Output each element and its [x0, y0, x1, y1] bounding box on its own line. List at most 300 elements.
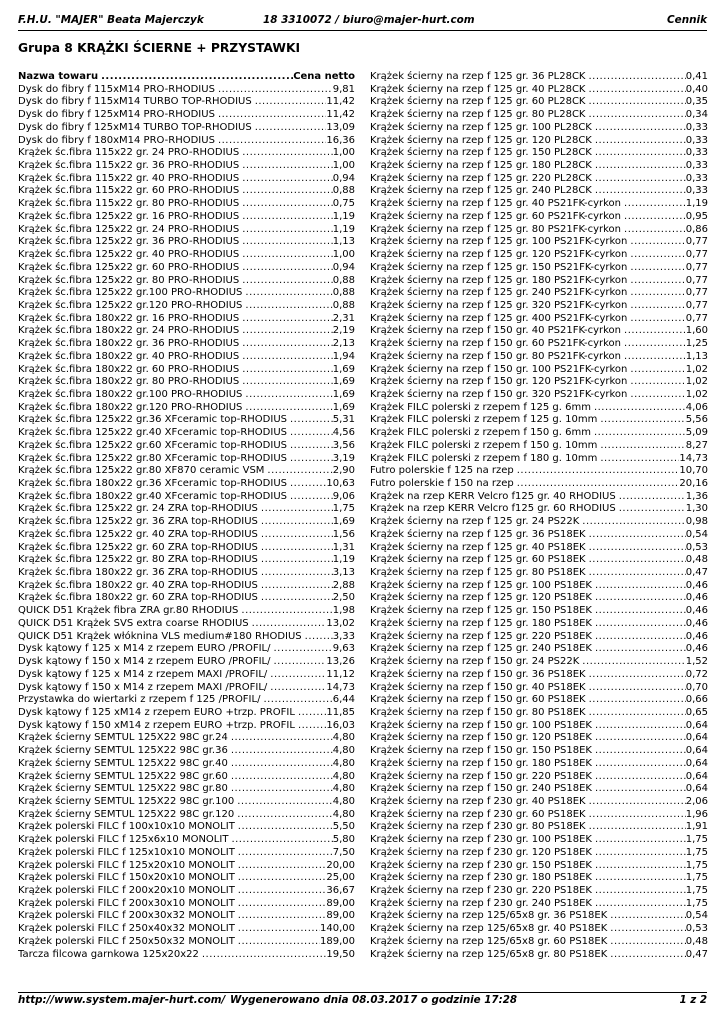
product-name: Krążek ścierny na rzep f 125 gr. 40 PL28CK: [370, 83, 586, 95]
product-name: Krążek śc.fibra 180x22 gr. 24 PRO-RHODIUS: [18, 325, 240, 337]
product-name: Krążek ścierny na rzep f 150 gr. 320 PS21FK-cyrkon: [370, 388, 628, 400]
price-row: [18, 745, 355, 758]
price-row: [18, 669, 355, 682]
price-row: [370, 262, 708, 275]
leader-dots: [592, 783, 686, 796]
leader-dots: [586, 809, 686, 822]
product-name: Krążek śc.fibra 125x22 gr. 24 ZRA top-RHODIUS: [18, 503, 258, 515]
price-row: [18, 313, 355, 326]
price-row: [370, 84, 708, 97]
product-price: 0,33: [685, 160, 708, 172]
product-name: Krążek FILC polerski z rzepem f 150 g. 6mm: [370, 427, 591, 439]
leader-dots: [234, 796, 333, 809]
price-row: [18, 262, 355, 275]
leader-dots: [264, 465, 332, 478]
product-name: Krążek śc.fibra 180x22 gr. 60 ZRA top-RHODIUS: [18, 592, 258, 604]
product-name: Krążek śc.fibra 125x22 gr. 36 ZRA top-RHODIUS: [18, 516, 258, 528]
leader-dots: [592, 860, 686, 873]
leader-dots: [627, 262, 685, 275]
price-row: [370, 287, 708, 300]
product-name: Krążek śc.fibra 125x22 gr. 40 ZRA top-RHODIUS: [18, 528, 258, 540]
price-row: [18, 694, 355, 707]
leader-dots: [621, 211, 686, 224]
price-row: [18, 135, 355, 148]
product-name: Futro polerskie f 125 na rzep: [370, 465, 514, 477]
product-price: 2,50: [332, 592, 355, 604]
product-price: 9,63: [332, 643, 355, 655]
leader-dots: [258, 554, 333, 567]
price-row: [370, 821, 708, 834]
leader-dots: [228, 745, 333, 758]
product-price: 1,69: [332, 363, 355, 375]
price-row: [370, 135, 708, 148]
leader-dots: [627, 300, 685, 313]
product-price: 89,00: [326, 910, 355, 922]
price-row: [370, 427, 708, 440]
price-row: [18, 491, 355, 504]
product-name: Krążek ścierny na rzep f 125 gr. 100 PS18EK: [370, 579, 592, 591]
product-price: 1,13: [332, 236, 355, 248]
product-price: 14,73: [679, 452, 708, 464]
leader-dots: [287, 478, 326, 491]
product-price: 0,46: [685, 630, 708, 642]
price-row: [370, 580, 708, 593]
product-price: 0,95: [685, 210, 708, 222]
price-row: [18, 300, 355, 313]
product-price: 0,41: [685, 71, 708, 82]
product-price: 0,34: [685, 109, 708, 121]
price-row: [18, 503, 355, 516]
product-price: 5,80: [332, 834, 355, 846]
product-name: Krążek śc.fibra 125x22 gr.100 PRO-RHODIUS: [18, 287, 243, 299]
leader-dots: [586, 71, 686, 84]
product-price: 0,54: [685, 910, 708, 922]
header-divider: [18, 30, 707, 31]
leader-dots: [239, 185, 333, 198]
product-price: 0,47: [685, 948, 708, 960]
product-name: Krążek śc.fibra 115x22 gr. 40 PRO-RHODIUS: [18, 172, 240, 184]
leader-dots: [228, 783, 333, 796]
product-price: 20,16: [679, 478, 708, 489]
product-price: 1,00: [332, 249, 355, 261]
price-row: [370, 669, 708, 682]
product-price: 1,75: [332, 503, 355, 515]
footer-url: http://www.system.majer-hurt.com/: [18, 994, 226, 1006]
product-price: 1,96: [685, 808, 708, 820]
price-row: [370, 847, 708, 860]
product-name: Krążek ścierny na rzep f 125 gr. 36 PS18EK: [370, 528, 586, 540]
product-price: 14,73: [326, 681, 355, 693]
product-price: 0,48: [685, 554, 708, 566]
leader-dots: [239, 364, 333, 377]
product-price: 1,36: [685, 490, 708, 502]
product-price: 0,46: [685, 605, 708, 617]
price-row: [370, 147, 708, 160]
price-row: [18, 554, 355, 567]
product-price: 0,64: [685, 770, 708, 782]
price-row: [18, 84, 355, 97]
product-price: 0,86: [685, 223, 708, 235]
price-row: [370, 771, 708, 784]
product-price: 0,75: [332, 198, 355, 210]
product-price: 7,50: [332, 846, 355, 858]
leader-dots: [592, 771, 686, 784]
product-name: Krążek ścierny na rzep f 150 gr. 240 PS18EK: [370, 783, 592, 795]
product-name: Krążek ścierny na rzep f 150 gr. 120 PS21FK-cyrkon: [370, 376, 628, 388]
product-price: 4,80: [332, 770, 355, 782]
product-name: Krążek śc.fibra 125x22 gr. 80 ZRA top-RHODIUS: [18, 554, 258, 566]
product-price: 1,60: [685, 325, 708, 337]
product-price: 1,30: [685, 503, 708, 515]
leader-dots: [586, 554, 686, 567]
product-name: Krążek śc.fibra 125x22 gr.40 XFceramic top-RHODIUS: [18, 427, 287, 439]
product-name: Krążek ścierny na rzep f 125 gr. 80 PS18EK: [370, 567, 586, 579]
product-name: Krążek polerski FILC f 100x10x10 MONOLIT: [18, 821, 235, 833]
leader-dots: [267, 669, 326, 682]
leader-dots: [514, 478, 680, 491]
price-row: [370, 275, 708, 288]
product-name: Krążek ścierny na rzep f 125 gr. 60 PS21FK-cyrkon: [370, 210, 622, 222]
leader-dots: [239, 173, 333, 186]
leader-dots: [586, 567, 686, 580]
product-name: Dysk do fibry f 115xM14 PRO-RHODIUS: [18, 83, 215, 95]
price-row: [370, 491, 708, 504]
price-row: [18, 96, 355, 109]
price-row: [370, 249, 708, 262]
product-name: Krążek ścierny na rzep f 125 gr. 120 PS21FK-cyrkon: [370, 249, 628, 261]
leader-dots: [592, 720, 686, 733]
product-name: Krążek ścierny na rzep f 125 gr. 40 PS21FK-cyrkon: [370, 198, 622, 210]
product-name: Krążek ścierny na rzep f 150 gr. 100 PS18EK: [370, 719, 592, 731]
product-name: Krążek ścierny na rzep f 150 gr. 60 PS18EK: [370, 694, 586, 706]
product-price: 0,35: [685, 96, 708, 108]
price-row: [370, 923, 708, 936]
leader-dots: [260, 694, 332, 707]
price-row: [370, 656, 708, 669]
price-row: [370, 643, 708, 656]
product-name: Krążek ścierny SEMTUL 125X22 98C gr.36: [18, 745, 228, 757]
product-price: 0,70: [685, 681, 708, 693]
product-name: Krążek śc.fibra 125x22 gr. 40 PRO-RHODIUS: [18, 249, 240, 261]
product-price: 5,56: [685, 414, 708, 426]
leader-dots: [239, 249, 333, 262]
leader-dots: [592, 745, 686, 758]
price-row: [18, 821, 355, 834]
product-price: 0,64: [685, 719, 708, 731]
product-name: Krążek śc.fibra 125x22 gr.60 XFceramic top-RHODIUS: [18, 439, 287, 451]
product-name: Krążek ścierny na rzep f 125 gr. 150 PS18EK: [370, 605, 592, 617]
product-name: Krążek FILC polerski z rzepem f 125 g. 6mm: [370, 401, 591, 413]
product-name: Krążek ścierny na rzep f 125 gr. 100 PS21FK-cyrkon: [370, 236, 628, 248]
product-name: Krążek ścierny SEMTUL 125X22 98C gr.24: [18, 732, 228, 744]
leader-dots: [252, 96, 327, 109]
price-row: [370, 211, 708, 224]
leader-dots: [586, 542, 686, 555]
product-name: Przystawka do wiertarki z rzepem f 125 /PROFIL/: [18, 694, 261, 706]
product-name: Krążek śc.fibra 180x22 gr.36 XFceramic top-RHODIUS: [18, 478, 287, 489]
leader-dots: [238, 605, 332, 618]
leader-dots: [607, 949, 685, 962]
leader-dots: [621, 325, 686, 338]
product-name: Krążek ścierny na rzep f 125 gr. 240 PL28CK: [370, 185, 592, 197]
price-row: [370, 351, 708, 364]
product-price: 0,53: [685, 923, 708, 935]
product-price: 0,66: [685, 694, 708, 706]
price-row: [18, 936, 355, 949]
price-row: [370, 809, 708, 822]
product-name: Krążek polerski FILC f 200x30x32 MONOLIT: [18, 910, 235, 922]
leader-dots: [215, 109, 326, 122]
product-name: Krążek ścierny na rzep f 230 gr. 180 PS18EK: [370, 872, 592, 884]
product-name: Krążek śc.fibra 125x22 gr. 80 PRO-RHODIUS: [18, 274, 240, 286]
product-price: 1,19: [332, 223, 355, 235]
leader-dots: [621, 351, 686, 364]
product-name: Krążek ścierny na rzep 125/65x8 gr. 40 PS18EK: [370, 923, 608, 935]
leader-dots: [235, 936, 320, 949]
product-price: 1,75: [685, 834, 708, 846]
price-row: [370, 885, 708, 898]
product-price: 11,85: [326, 706, 355, 718]
product-name: Krążek śc.fibra 115x22 gr. 60 PRO-RHODIUS: [18, 185, 240, 197]
leader-dots: [287, 440, 333, 453]
product-price: 0,46: [685, 592, 708, 604]
leader-dots: [239, 262, 333, 275]
column-header-price: Cena netto: [293, 71, 355, 82]
leader-dots: [592, 872, 686, 885]
leader-dots: [228, 834, 332, 847]
leader-dots: [597, 453, 679, 466]
leader-dots: [586, 682, 686, 695]
product-name: Krążek śc.fibra 180x22 gr. 40 ZRA top-RHODIUS: [18, 579, 258, 591]
product-price: 10,70: [679, 465, 708, 477]
price-row: [18, 567, 355, 580]
leader-dots: [270, 656, 326, 669]
product-price: 9,06: [332, 490, 355, 502]
price-row: [18, 656, 355, 669]
price-row: [370, 707, 708, 720]
price-row: [370, 898, 708, 911]
product-price: 0,72: [685, 668, 708, 680]
product-price: 1,00: [332, 147, 355, 159]
product-price: 0,77: [685, 312, 708, 324]
price-row: [370, 376, 708, 389]
product-price: 1,94: [332, 350, 355, 362]
product-name: Krążek ścierny na rzep f 150 gr. 24 PS22K: [370, 656, 580, 668]
leader-dots: [239, 198, 333, 211]
leader-dots: [235, 885, 327, 898]
leader-dots: [228, 758, 333, 771]
product-name: Krążek ścierny na rzep f 125 gr. 150 PS21FK-cyrkon: [370, 261, 628, 273]
product-price: 4,80: [332, 795, 355, 807]
product-price: 2,88: [332, 579, 355, 591]
leader-dots: [586, 84, 686, 97]
leader-dots: [586, 796, 686, 809]
leader-dots: [239, 313, 333, 326]
price-row: [370, 745, 708, 758]
product-name: Krążek ścierny na rzep f 150 gr. 150 PS18EK: [370, 745, 592, 757]
price-row: [370, 872, 708, 885]
product-price: 1,69: [332, 388, 355, 400]
leader-dots: [591, 402, 686, 415]
product-price: 140,00: [320, 923, 355, 935]
product-name: Dysk kątowy f 125 x M14 z rzepem EURO /PROFIL/: [18, 643, 271, 655]
product-price: 1,02: [685, 363, 708, 375]
leader-dots: [258, 542, 333, 555]
page-number: 1 z 2: [679, 994, 707, 1006]
product-name: Krążek FILC polerski z rzepem f 150 g. 10mm: [370, 439, 598, 451]
product-price: 9,81: [332, 83, 355, 95]
product-price: 16,36: [326, 134, 355, 146]
product-name: Krążek FILC polerski z rzepem f 125 g. 10mm: [370, 414, 598, 426]
product-price: 189,00: [320, 935, 355, 947]
leader-dots: [592, 618, 686, 631]
product-name: Krążek ścierny na rzep 125/65x8 gr. 80 PS18EK: [370, 948, 608, 960]
leader-dots: [627, 376, 685, 389]
price-row: [18, 809, 355, 822]
leader-dots: [627, 287, 685, 300]
product-name: Krążek polerski FILC f 200x20x10 MONOLIT: [18, 885, 235, 896]
price-row: [18, 389, 355, 402]
product-price: 1,52: [685, 656, 708, 668]
price-row: [18, 720, 355, 733]
product-price: 0,88: [332, 185, 355, 197]
price-row: [18, 109, 355, 122]
product-price: 0,64: [685, 783, 708, 795]
leader-dots: [302, 631, 333, 644]
product-name: Krążek śc.fibra 180x22 gr. 40 PRO-RHODIUS: [18, 350, 240, 362]
price-row: [370, 542, 708, 555]
product-price: 5,50: [332, 821, 355, 833]
product-name: Krążek ścierny na rzep f 125 gr. 24 PS22K: [370, 516, 580, 528]
product-name: Krążek ścierny na rzep f 125 gr. 36 PL28CK: [370, 71, 586, 82]
leader-dots: [242, 287, 332, 300]
product-name: Krążek ścierny na rzep f 125 gr. 220 PL28CK: [370, 172, 592, 184]
price-row: [18, 440, 355, 453]
product-price: 16,03: [326, 719, 355, 731]
leader-dots: [607, 923, 685, 936]
product-price: 0,33: [685, 172, 708, 184]
footer-divider: [18, 992, 707, 993]
leader-dots: [592, 580, 686, 593]
price-row: [18, 287, 355, 300]
price-row: [370, 860, 708, 873]
price-row: [370, 783, 708, 796]
product-name: Krążek ścierny na rzep f 150 gr. 40 PS21FK-cyrkon: [370, 325, 622, 337]
price-row: [18, 860, 355, 873]
company-name: F.H.U. "MAJER" Beata Majerczyk: [18, 14, 204, 26]
generated-timestamp: Wygenerowano dnia 08.03.2017 o godzinie 17:28: [230, 994, 518, 1006]
price-row: [370, 694, 708, 707]
group-title: Grupa 8 KRĄŻKI ŚCIERNE + PRZYSTAWKI: [18, 41, 301, 55]
price-row: [18, 249, 355, 262]
leader-dots: [621, 198, 686, 211]
product-price: 19,50: [326, 948, 355, 960]
product-name: Krążek śc.fibra 125x22 gr.80 XF870 ceramic VSM: [18, 465, 265, 477]
price-row: [18, 618, 355, 631]
product-name: Krążek ścierny na rzep f 125 gr. 120 PS18EK: [370, 592, 592, 604]
leader-dots: [252, 122, 327, 135]
product-price: 2,31: [332, 312, 355, 324]
product-price: 0,94: [332, 172, 355, 184]
product-price: 0,88: [332, 299, 355, 311]
price-row: [370, 567, 708, 580]
price-row: [370, 478, 708, 491]
price-row: [18, 707, 355, 720]
product-name: Krążek śc.fibra 125x22 gr.80 XFceramic top-RHODIUS: [18, 452, 287, 464]
product-price: 0,77: [685, 299, 708, 311]
product-name: Dysk do fibry f 115xM14 TURBO TOP-RHODIUS: [18, 96, 252, 108]
product-name: Krążek FILC polerski z rzepem f 180 g. 10mm: [370, 452, 598, 464]
product-name: Krążek ścierny na rzep f 230 gr. 240 PS18EK: [370, 897, 592, 909]
leader-dots: [199, 949, 326, 962]
product-price: 0,77: [685, 236, 708, 248]
product-name: Krążek ścierny na rzep f 125 gr. 180 PL28CK: [370, 160, 592, 172]
product-price: 2,13: [332, 338, 355, 350]
product-name: Krążek śc.fibra 125x22 gr. 24 PRO-RHODIUS: [18, 223, 240, 235]
product-name: Krążek polerski FILC f 250x40x32 MONOLIT: [18, 923, 235, 935]
product-name: Dysk do fibry f 125xM14 PRO-RHODIUS: [18, 109, 215, 121]
price-row: [370, 414, 708, 427]
price-row: [370, 631, 708, 644]
leader-dots: [592, 122, 686, 135]
leader-dots: [295, 707, 326, 720]
leader-dots: [239, 351, 333, 364]
leader-dots: [592, 885, 686, 898]
product-price: 6,44: [332, 694, 355, 706]
leader-dots: [235, 860, 327, 873]
product-name: Krążek śc.fibra 180x22 gr. 36 ZRA top-RHODIUS: [18, 567, 258, 579]
product-price: 0,94: [332, 261, 355, 273]
product-price: 1,00: [332, 160, 355, 172]
price-row: [18, 682, 355, 695]
price-row: [18, 898, 355, 911]
product-name: Krążek śc.fibra 180x22 gr.100 PRO-RHODIUS: [18, 388, 243, 400]
price-row: [18, 198, 355, 211]
product-price: 4,80: [332, 757, 355, 769]
price-row: [18, 402, 355, 415]
product-name: Dysk kątowy f 150 x M14 z rzepem EURO /PROFIL/: [18, 656, 271, 668]
price-row: [18, 592, 355, 605]
product-name: Dysk kątowy f 125 xM14 z rzepem EURO +trzp. PROFIL: [18, 706, 295, 718]
product-price: 0,33: [685, 134, 708, 146]
leader-dots: [592, 732, 686, 745]
product-name: Krążek śc.fibra 115x22 gr. 80 PRO-RHODIUS: [18, 198, 240, 210]
product-price: 0,88: [332, 287, 355, 299]
product-price: 13,09: [326, 121, 355, 133]
price-row: [18, 325, 355, 338]
product-name: Krążek śc.fibra 125x22 gr. 60 ZRA top-RHODIUS: [18, 541, 258, 553]
leader-dots: [592, 185, 686, 198]
price-row: [370, 402, 708, 415]
product-price: 1,98: [332, 605, 355, 617]
product-price: 1,69: [332, 376, 355, 388]
leader-dots: [287, 414, 333, 427]
price-row: [18, 923, 355, 936]
leader-dots: [239, 236, 333, 249]
price-row: [18, 338, 355, 351]
product-name: Krążek śc.fibra 180x22 gr. 36 PRO-RHODIUS: [18, 338, 240, 350]
price-row: [370, 185, 708, 198]
price-row: [18, 414, 355, 427]
leader-dots: [287, 491, 333, 504]
product-price: 0,64: [685, 757, 708, 769]
price-row: [370, 313, 708, 326]
product-name: Krążek polerski FILC f 150x20x10 MONOLIT: [18, 872, 235, 884]
product-name: Krążek śc.fibra 115x22 gr. 24 PRO-RHODIUS: [18, 147, 240, 159]
price-row: [370, 936, 708, 949]
product-price: 2,06: [685, 795, 708, 807]
leader-dots: [239, 211, 333, 224]
